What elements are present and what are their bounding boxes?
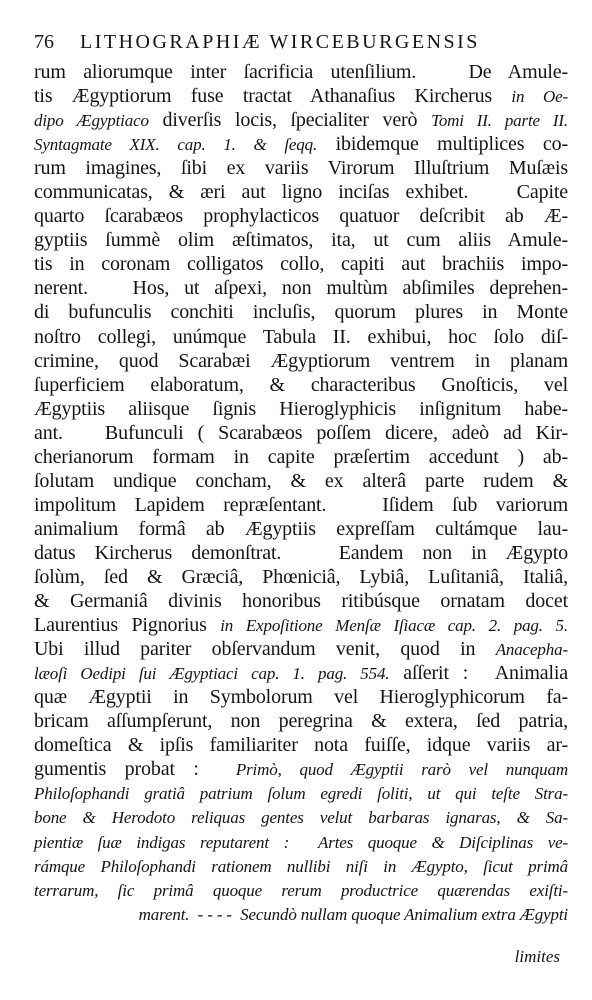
text-segment: rum imagines, ſibi ex variis Virorum Illuſtrium Muſæis: [34, 157, 568, 180]
text-line: [34, 902, 568, 926]
italic-text-segment: rámque Philoſophandi rationem nullibi niſi in Ægypto, ſicut primâ: [34, 856, 568, 876]
text-line: [34, 397, 568, 421]
text-segment: gyptiis ſummè olim æſtimatos, ita, ut cum aliis Amule-: [34, 229, 568, 252]
running-title: LITHOGRAPHIÆ WIRCEBURGENSIS: [80, 31, 480, 53]
text-line: [34, 878, 568, 902]
text-line: [34, 373, 568, 397]
text-segment: cherianorum formam in capite præſertim accedunt ) ab-: [34, 445, 568, 468]
text-segment: impolitum Lapidem repræſentant. Iſidem ſub variorum: [34, 493, 568, 516]
text-line: [34, 685, 568, 709]
text-line: [34, 565, 568, 589]
page-number: 76: [34, 31, 54, 53]
italic-text-segment: pientiæ ſuæ indigas reputarent : Artes quoque & Diſciplinas ve-: [34, 832, 568, 852]
text-line: [34, 613, 568, 637]
text-segment: ſolùm, ſed & Græciâ, Phœniciâ, Lybiâ, Luſitaniâ, Italiâ,: [34, 565, 568, 588]
text-segment: crimine, quod Scarabæi Ægyptiorum ventrem in planam: [34, 349, 568, 372]
text-segment: bricam aſſumpſerunt, non peregrina & extera, ſed patria,: [34, 710, 568, 733]
text-segment: Laurentius Pignorius: [34, 614, 221, 637]
text-segment: quæ Ægyptii in Symbolorum vel Hieroglyphicorum fa-: [34, 686, 568, 709]
text-segment: Ægyptiis aliisque ſignis Hieroglyphicis inſignitum habe-: [34, 397, 568, 420]
text-line: [34, 108, 568, 132]
text-line: [34, 757, 568, 781]
text-line: [34, 637, 568, 661]
text-segment: communicatas, & æri aut ligno inciſas exhibet. Capite: [34, 181, 568, 204]
text-segment: noſtro collegi, unúmque Tabula II. exhibui, hoc ſolo diſ-: [34, 325, 568, 348]
text-segment: diverſis locis, ſpecialiter verò: [148, 109, 432, 132]
text-line: [34, 300, 568, 324]
text-line: [34, 854, 568, 878]
text-line: [34, 517, 568, 541]
text-segment: animalium formâ ab Ægyptiis expreſſam cultámque lau-: [34, 517, 568, 540]
text-line: [34, 589, 568, 613]
text-segment: domeſtica & ipſis familiariter nota fuiſſe, idque variis ar-: [34, 734, 568, 757]
text-line: [34, 421, 568, 445]
text-line: [34, 204, 568, 228]
text-segment: nerent. Hos, ut aſpexi, non multùm abſimiles deprehen-: [34, 277, 568, 300]
italic-text-segment: Tomi II. parte II.: [431, 111, 568, 131]
text-segment: & Germaniâ divinis honoribus ritibúsque ornatam docet: [34, 590, 568, 613]
text-line: [34, 180, 568, 204]
text-segment: aſſerit : Animalia: [389, 662, 568, 685]
italic-text-segment: terrarum, ſic primâ quoque rerum productrice quærendas exiſti-: [34, 880, 568, 900]
text-line: [34, 276, 568, 300]
text-line: [34, 349, 568, 373]
italic-text-segment: in Oe-: [511, 87, 568, 107]
text-line: [34, 541, 568, 565]
text-segment: ant. Bufunculi ( Scarabæos poſſem dicere, adeò ad Kir-: [34, 421, 568, 444]
text-line: [34, 830, 568, 854]
text-segment: ſuperficiem elaboratum, & characteribus Gnoſticis, vel: [34, 373, 568, 396]
text-segment: gumentis probat :: [34, 758, 236, 781]
text-segment: datus Kircherus demonſtrat. Eandem non in Ægypto: [34, 541, 568, 564]
text-line: [34, 469, 568, 493]
text-line: [34, 661, 568, 685]
text-line: [34, 781, 568, 805]
text-segment: ibidemque multiplices co-: [317, 133, 568, 156]
text-line: [34, 709, 568, 733]
running-header: [34, 26, 554, 58]
italic-text-segment: Anacepha-: [495, 640, 568, 660]
catchword: limites: [514, 947, 560, 966]
text-line: [34, 733, 568, 757]
text-line: [34, 445, 568, 469]
italic-text-segment: in Expoſitione Menſæ Iſiacæ cap. 2. pag. 5.: [220, 616, 569, 636]
text-segment: ſolutam undique concham, & ex alterâ parte rudem &: [34, 469, 568, 492]
text-line: [34, 325, 568, 349]
body-text: [34, 60, 568, 926]
text-line: [34, 84, 568, 108]
text-line: [34, 805, 568, 829]
text-line: [34, 252, 568, 276]
italic-text-segment: dipo Ægyptiaco: [34, 111, 149, 131]
text-segment: tis in coronam colligatos collo, capiti aut brachiis impo-: [34, 253, 568, 276]
text-segment: rum aliorumque inter ſacrificia utenſilium. De Amule-: [34, 61, 568, 83]
italic-text-segment: bone & Herodoto reliquas gentes velut barbaras ignaras, & Sa-: [34, 808, 568, 828]
text-segment: di bufunculis conchiti incluſis, quorum plures in Monte: [34, 301, 568, 324]
text-line: [34, 228, 568, 252]
italic-text-segment: Primò, quod Ægyptii rarò vel nunquam: [235, 760, 568, 780]
italic-text-segment: marent. - - - - Secundò nullam quoque Animalium extra Ægypti: [138, 904, 568, 924]
text-segment: tis Ægyptiorum fuse tractat Athanaſius Kircherus: [34, 85, 512, 108]
italic-text-segment: læoſi Oedipi ſui Ægyptiaci cap. 1. pag. 554.: [34, 664, 390, 684]
text-line: [34, 132, 568, 156]
italic-text-segment: Philoſophandi gratiâ patrium ſolum egredi ſoliti, ut qui teſte Stra-: [34, 784, 568, 804]
text-segment: Ubi illud pariter obſervandum venit, quod in: [34, 638, 496, 661]
text-line: [34, 493, 568, 517]
text-line: [34, 156, 568, 180]
text-segment: quarto ſcarabæos prophylacticos quatuor deſcribit ab Æ-: [34, 205, 568, 228]
text-line: [34, 60, 568, 84]
italic-text-segment: Syntagmate XIX. cap. 1. & ſeqq.: [34, 135, 318, 155]
